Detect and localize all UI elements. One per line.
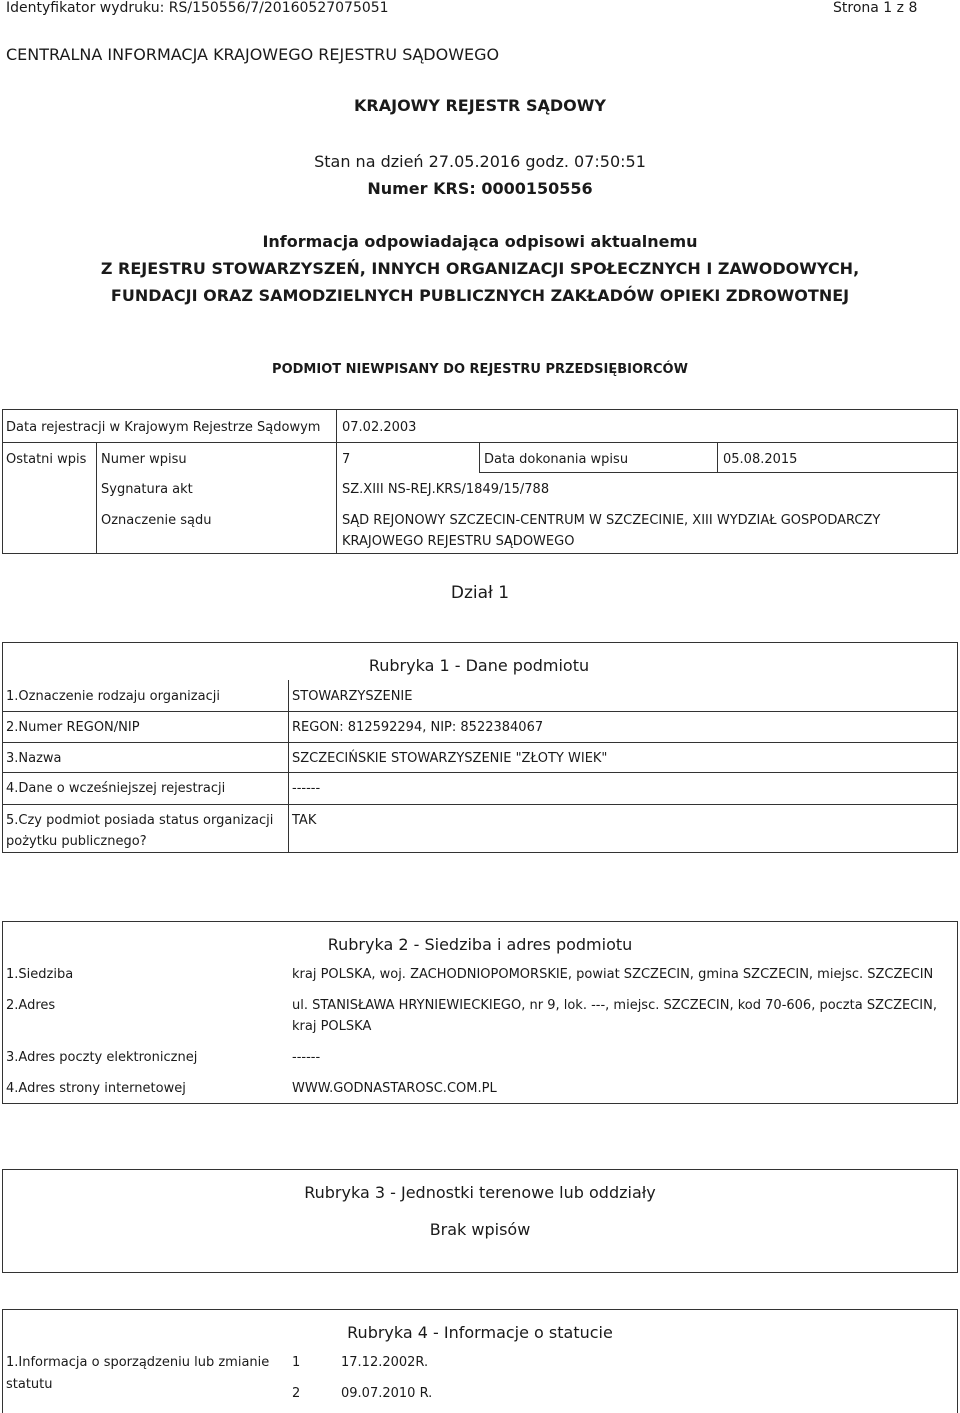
institution-name: CENTRALNA INFORMACJA KRAJOWEGO REJESTRU SĄDOWEGO: [6, 45, 500, 64]
entry-number-label: Numer wpisu: [101, 452, 187, 467]
statute-label-line-2: statutu: [6, 1377, 53, 1392]
state-date: Stan na dzień 27.05.2016 godz. 07:50:51: [314, 152, 646, 171]
registration-date-value: 07.02.2003: [342, 420, 417, 435]
last-entry-label: Ostatni wpis: [6, 452, 87, 467]
section-title: Dział 1: [450, 583, 510, 603]
org-type-value: STOWARZYSZENIE: [292, 689, 413, 704]
public-benefit-value: TAK: [292, 813, 317, 828]
court-value-line-1: SĄD REJONOWY SZCZECIN-CENTRUM W SZCZECINIE, XIII WYDZIAŁ GOSPODARCZY: [342, 513, 881, 528]
name-label: 3.Nazwa: [6, 751, 62, 766]
name-value: SZCZECIŃSKIE STOWARZYSZENIE "ZŁOTY WIEK": [292, 751, 608, 766]
seat-value: kraj POLSKA, woj. ZACHODNIOPOMORSKIE, powiat SZCZECIN, gmina SZCZECIN, miejsc. SZCZECIN: [292, 967, 934, 982]
address-value-line-2: kraj POLSKA: [292, 1019, 372, 1034]
statute-entry-2-number: 2: [292, 1386, 301, 1401]
rubric-2-title: Rubryka 2 - Siedziba i adres podmiotu: [327, 935, 633, 954]
statute-entry-1-date: 17.12.2002R.: [341, 1355, 429, 1370]
prior-registration-value: ------: [292, 781, 321, 796]
entry-date-label: Data dokonania wpisu: [484, 452, 629, 467]
court-value-line-2: KRAJOWEGO REJESTRU SĄDOWEGO: [342, 534, 575, 549]
print-id: Identyfikator wydruku: RS/150556/7/20160527075051: [6, 0, 389, 16]
address-value-line-1: ul. STANISŁAWA HRYNIEWIECKIEGO, nr 9, lok. ---, miejsc. SZCZECIN, kod 70-606, poczta SZCZECIN,: [292, 998, 937, 1013]
rubric-3-empty: Brak wpisów: [429, 1220, 531, 1239]
public-benefit-label-line-1: 5.Czy podmiot posiada status organizacji: [6, 813, 274, 828]
org-type-label: 1.Oznaczenie rodzaju organizacji: [6, 689, 220, 704]
rubric-4-title: Rubryka 4 - Informacje o statucie: [347, 1323, 613, 1342]
krs-number: Numer KRS: 0000150556: [367, 179, 593, 198]
court-label: Oznaczenie sądu: [101, 513, 212, 528]
rubric-1-title: Rubryka 1 - Dane podmiotu: [368, 656, 590, 675]
rubric-3-title: Rubryka 3 - Jednostki terenowe lub oddziały: [304, 1183, 656, 1202]
address-label: 2.Adres: [6, 998, 56, 1013]
entry-date-value: 05.08.2015: [723, 452, 798, 467]
prior-registration-label: 4.Dane o wcześniejszej rejestracji: [6, 781, 226, 796]
page-number: Strona 1 z 8: [833, 0, 918, 16]
email-value: ------: [292, 1050, 321, 1065]
email-label: 3.Adres poczty elektronicznej: [6, 1050, 198, 1065]
subject-note: PODMIOT NIEWPISANY DO REJESTRU PRZEDSIĘBIORCÓW: [272, 362, 688, 377]
info-line-3: FUNDACJI ORAZ SAMODZIELNYCH PUBLICZNYCH ZAKŁADÓW OPIEKI ZDROWOTNEJ: [110, 286, 850, 305]
regon-nip-label: 2.Numer REGON/NIP: [6, 720, 140, 735]
statute-entry-1-number: 1: [292, 1355, 301, 1370]
registration-date-label: Data rejestracji w Krajowym Rejestrze Sądowym: [6, 420, 321, 435]
info-line-1: Informacja odpowiadająca odpisowi aktualnemu: [262, 232, 698, 251]
signature-label: Sygnatura akt: [101, 482, 193, 497]
website-value: WWW.GODNASTAROSC.COM.PL: [292, 1081, 497, 1096]
regon-nip-value: REGON: 812592294, NIP: 8522384067: [292, 720, 544, 735]
entry-number-value: 7: [342, 452, 351, 467]
register-title: KRAJOWY REJESTR SĄDOWY: [354, 96, 606, 115]
signature-value: SZ.XIII NS-REJ.KRS/1849/15/788: [342, 482, 550, 497]
statute-label-line-1: 1.Informacja o sporządzeniu lub zmianie: [6, 1355, 270, 1370]
info-line-2: Z REJESTRU STOWARZYSZEŃ, INNYCH ORGANIZACJI SPOŁECZNYCH I ZAWODOWYCH,: [100, 259, 860, 278]
public-benefit-label-line-2: pożytku publicznego?: [6, 834, 147, 849]
seat-label: 1.Siedziba: [6, 967, 74, 982]
website-label: 4.Adres strony internetowej: [6, 1081, 186, 1096]
statute-entry-2-date: 09.07.2010 R.: [341, 1386, 433, 1401]
